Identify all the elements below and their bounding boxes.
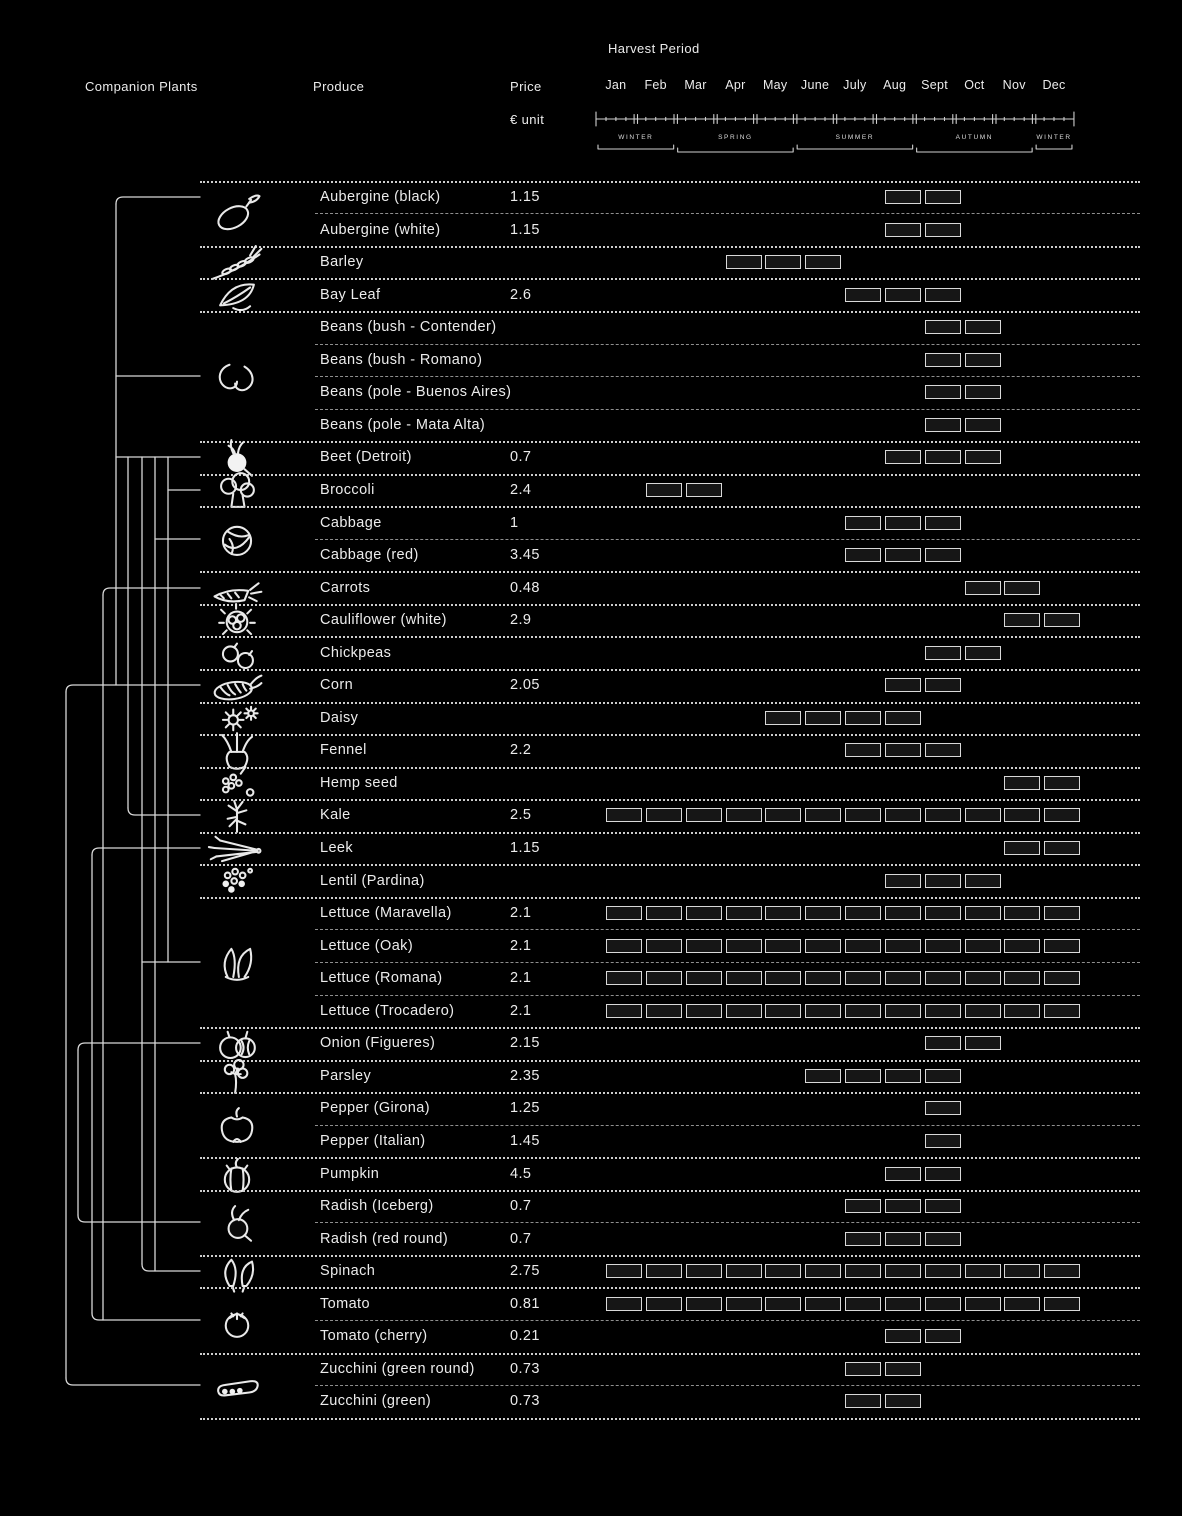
- harvest-bar-cell: [1004, 808, 1040, 822]
- harvest-bar-cell: [845, 1264, 881, 1278]
- harvest-bar-cell: [965, 385, 1001, 399]
- harvest-bar-cell: [965, 939, 1001, 953]
- harvest-bar-cell: [765, 971, 801, 985]
- harvest-bar-cell: [1004, 1004, 1040, 1018]
- harvest-bar-cell: [805, 1264, 841, 1278]
- produce-row: [0, 279, 1182, 311]
- produce-name: Aubergine (white): [320, 221, 441, 238]
- harvest-bar-cell: [885, 223, 921, 237]
- produce-price: 2.1: [510, 970, 532, 987]
- harvest-bar-cell: [845, 711, 881, 725]
- produce-price: 2.9: [510, 612, 532, 629]
- produce-name: Zucchini (green): [320, 1393, 432, 1410]
- produce-name: Onion (Figueres): [320, 1035, 436, 1052]
- harvest-bar-cell: [965, 1297, 1001, 1311]
- harvest-bar-cell: [726, 1297, 762, 1311]
- harvest-bar-cell: [805, 939, 841, 953]
- harvest-bar-cell: [965, 418, 1001, 432]
- produce-price: 1.25: [510, 1100, 540, 1117]
- harvest-bar-cell: [805, 906, 841, 920]
- season-label: SUMMER: [835, 134, 875, 141]
- produce-price: 0.48: [510, 579, 540, 596]
- harvest-bar-cell: [606, 1004, 642, 1018]
- group-separator: [200, 1418, 1140, 1420]
- harvest-bar-cell: [646, 1264, 682, 1278]
- produce-name: Lettuce (Romana): [320, 970, 443, 987]
- produce-price: 4.5: [510, 1165, 532, 1182]
- harvest-bar-cell: [765, 255, 801, 269]
- produce-price: 1.15: [510, 221, 540, 238]
- harvest-bar-cell: [726, 939, 762, 953]
- harvest-bar-cell: [606, 971, 642, 985]
- month-label: Nov: [1002, 78, 1026, 92]
- harvest-period-header: Harvest Period: [608, 41, 700, 56]
- harvest-bar-cell: [845, 516, 881, 530]
- harvest-bar-cell: [686, 483, 722, 497]
- cabbage-icon: [207, 516, 267, 562]
- produce-name: Beet (Detroit): [320, 449, 412, 466]
- harvest-bar-cell: [925, 320, 961, 334]
- harvest-bar-cell: [765, 808, 801, 822]
- season-label: SPRING: [718, 134, 753, 141]
- harvest-bar-cell: [845, 743, 881, 757]
- harvest-bar-cell: [1004, 613, 1040, 627]
- produce-price: 2.2: [510, 742, 532, 759]
- harvest-bar-cell: [885, 743, 921, 757]
- harvest-bar-cell: [885, 1264, 921, 1278]
- harvest-bar-cell: [845, 906, 881, 920]
- produce-row: [0, 246, 1182, 278]
- produce-name: Beans (pole - Mata Alta): [320, 416, 486, 433]
- harvest-bar-cell: [1044, 1297, 1080, 1311]
- harvest-bar-cell: [965, 874, 1001, 888]
- month-label: Mar: [684, 78, 707, 92]
- harvest-bar-cell: [1044, 939, 1080, 953]
- produce-price: 2.15: [510, 1035, 540, 1052]
- produce-price: 1.15: [510, 189, 540, 205]
- harvest-bar-cell: [1004, 1297, 1040, 1311]
- produce-price: 0.73: [510, 1393, 540, 1410]
- produce-price: 1.15: [510, 840, 540, 856]
- produce-row: [0, 702, 1182, 734]
- harvest-bar-cell: [885, 450, 921, 464]
- harvest-bar-cell: [765, 1297, 801, 1311]
- harvest-bar-cell: [686, 939, 722, 953]
- month-label: Sept: [921, 78, 948, 92]
- harvest-bar-cell: [1004, 776, 1040, 790]
- harvest-bar-cell: [885, 1232, 921, 1246]
- harvest-bar-cell: [925, 906, 961, 920]
- harvest-bar-cell: [885, 1394, 921, 1408]
- harvest-bar-cell: [885, 1069, 921, 1083]
- harvest-bar-cell: [606, 1297, 642, 1311]
- produce-row: [0, 734, 1182, 766]
- harvest-bar-cell: [845, 808, 881, 822]
- month-label: Dec: [1042, 78, 1066, 92]
- harvest-bar-cell: [885, 516, 921, 530]
- produce-name: Leek: [320, 840, 354, 856]
- produce-name: Carrots: [320, 579, 371, 596]
- harvest-bar-cell: [845, 1069, 881, 1083]
- produce-name: Beans (bush - Contender): [320, 319, 497, 336]
- harvest-bar-cell: [925, 548, 961, 562]
- harvest-bar-cell: [1044, 1004, 1080, 1018]
- harvest-bar-cell: [1004, 1264, 1040, 1278]
- produce-row: [0, 1027, 1182, 1059]
- harvest-bar-cell: [845, 1394, 881, 1408]
- month-label: May: [762, 78, 788, 92]
- harvest-bar-cell: [1004, 939, 1040, 953]
- harvest-bar-cell: [925, 1264, 961, 1278]
- produce-row: [0, 1158, 1182, 1190]
- month-label: Feb: [644, 78, 667, 92]
- harvest-bar-cell: [646, 1297, 682, 1311]
- harvest-bar-cell: [885, 288, 921, 302]
- produce-name: Chickpeas: [320, 644, 392, 661]
- harvest-bar-cell: [805, 255, 841, 269]
- harvest-bar-cell: [965, 808, 1001, 822]
- harvest-bar-cell: [925, 450, 961, 464]
- produce-row: [0, 376, 1182, 408]
- harvest-bar-cell: [845, 971, 881, 985]
- harvest-bar-cell: [965, 906, 1001, 920]
- harvest-bar-cell: [885, 1297, 921, 1311]
- harvest-bar-cell: [646, 939, 682, 953]
- produce-row: [0, 865, 1182, 897]
- harvest-bar-cell: [1044, 906, 1080, 920]
- price-unit-label: € unit: [510, 112, 545, 127]
- produce-name: Lettuce (Oak): [320, 937, 414, 954]
- harvest-bar-cell: [1044, 776, 1080, 790]
- harvest-bar-cell: [1004, 971, 1040, 985]
- harvest-bar-cell: [925, 223, 961, 237]
- produce-row: [0, 1060, 1182, 1092]
- harvest-bar-cell: [1044, 971, 1080, 985]
- month-label: Aug: [883, 78, 907, 92]
- harvest-bar-cell: [925, 1036, 961, 1050]
- season-label: WINTER: [1036, 134, 1072, 141]
- harvest-bar-cell: [925, 516, 961, 530]
- harvest-bar-cell: [925, 385, 961, 399]
- harvest-bar-cell: [925, 971, 961, 985]
- harvest-bar-cell: [885, 874, 921, 888]
- harvest-bar-cell: [965, 450, 1001, 464]
- produce-name: Lettuce (Maravella): [320, 905, 452, 922]
- produce-name: Cabbage (red): [320, 547, 419, 563]
- harvest-bar-cell: [686, 906, 722, 920]
- produce-price: 2.35: [510, 1067, 540, 1084]
- harvest-bar-cell: [1004, 906, 1040, 920]
- harvest-bar-cell: [925, 1069, 961, 1083]
- harvest-bar-cell: [765, 1004, 801, 1018]
- harvest-bar-cell: [606, 808, 642, 822]
- produce-price: 2.1: [510, 1002, 532, 1019]
- produce-price: 2.1: [510, 905, 532, 922]
- month-label: Oct: [964, 78, 985, 92]
- harvest-bar-cell: [606, 1264, 642, 1278]
- harvest-bar-cell: [1044, 1264, 1080, 1278]
- harvest-bar-cell: [845, 1004, 881, 1018]
- produce-name: Cabbage: [320, 514, 382, 531]
- harvest-bar-cell: [885, 1329, 921, 1343]
- harvest-bar-cell: [646, 906, 682, 920]
- produce-price: 2.5: [510, 807, 532, 824]
- harvest-bar-cell: [885, 808, 921, 822]
- produce-price: 0.21: [510, 1328, 540, 1345]
- harvest-bar-cell: [646, 483, 682, 497]
- produce-name: Hemp seed: [320, 774, 398, 791]
- harvest-bar-cell: [686, 808, 722, 822]
- produce-name: Tomato (cherry): [320, 1328, 428, 1345]
- produce-row: [0, 507, 1182, 539]
- harvest-bar-cell: [925, 1297, 961, 1311]
- harvest-bar-cell: [606, 939, 642, 953]
- price-header: Price: [510, 79, 542, 94]
- harvest-bar-cell: [965, 1004, 1001, 1018]
- harvest-bar-cell: [765, 1264, 801, 1278]
- harvest-bar-cell: [925, 1101, 961, 1115]
- produce-row: [0, 441, 1182, 473]
- produce-name: Zucchini (green round): [320, 1360, 475, 1377]
- season-label: WINTER: [618, 134, 654, 141]
- harvest-bar-cell: [1044, 841, 1080, 855]
- produce-name: Fennel: [320, 742, 367, 759]
- harvest-bar-cell: [965, 581, 1001, 595]
- harvest-bar-cell: [765, 906, 801, 920]
- produce-price: 0.7: [510, 1230, 532, 1247]
- produce-price: 0.7: [510, 449, 532, 466]
- harvest-bar-cell: [686, 971, 722, 985]
- harvest-bar-cell: [726, 906, 762, 920]
- produce-price: 2.1: [510, 937, 532, 954]
- produce-name: Cauliflower (white): [320, 612, 447, 629]
- harvest-bar-cell: [925, 1134, 961, 1148]
- produce-name: Radish (red round): [320, 1230, 449, 1247]
- harvest-bar-cell: [726, 1004, 762, 1018]
- harvest-bar-cell: [965, 1264, 1001, 1278]
- produce-row: [0, 669, 1182, 701]
- produce-price: 2.6: [510, 286, 532, 303]
- produce-name: Daisy: [320, 709, 359, 726]
- produce-price: 2.75: [510, 1263, 540, 1280]
- produce-price: 3.45: [510, 547, 540, 563]
- produce-row: [0, 1385, 1182, 1417]
- harvest-bar-cell: [925, 1004, 961, 1018]
- harvest-bar-cell: [885, 678, 921, 692]
- harvest-bar-cell: [1044, 808, 1080, 822]
- harvest-bar-cell: [925, 353, 961, 367]
- harvest-bar-cell: [686, 1004, 722, 1018]
- harvest-bar-cell: [1004, 841, 1040, 855]
- pepper-icon: [207, 1102, 267, 1148]
- harvest-bar-cell: [686, 1264, 722, 1278]
- harvest-bar-cell: [845, 288, 881, 302]
- produce-name: Barley: [320, 254, 364, 271]
- harvest-bar-cell: [925, 874, 961, 888]
- produce-row: [0, 311, 1182, 343]
- produce-row: [0, 1092, 1182, 1124]
- harvest-bar-cell: [925, 1199, 961, 1213]
- harvest-bar-cell: [845, 548, 881, 562]
- harvest-bar-cell: [726, 808, 762, 822]
- harvest-bar-cell: [925, 1167, 961, 1181]
- produce-name: Kale: [320, 807, 351, 824]
- produce-name: Pepper (Italian): [320, 1132, 426, 1149]
- produce-name: Pumpkin: [320, 1165, 380, 1182]
- produce-row: [0, 344, 1182, 376]
- produce-price: 0.7: [510, 1198, 532, 1214]
- harvest-bar-cell: [885, 190, 921, 204]
- harvest-bar-cell: [925, 1329, 961, 1343]
- produce-row: [0, 474, 1182, 506]
- produce-name: Lettuce (Trocadero): [320, 1002, 455, 1019]
- produce-row: [0, 181, 1182, 213]
- harvest-bar-cell: [845, 939, 881, 953]
- harvest-bar-cell: [765, 711, 801, 725]
- harvest-bar-cell: [925, 288, 961, 302]
- harvest-bar-cell: [885, 1362, 921, 1376]
- harvest-bar-cell: [925, 939, 961, 953]
- produce-price: 1: [510, 514, 519, 531]
- produce-name: Beans (bush - Romano): [320, 351, 483, 368]
- produce-name: Bay Leaf: [320, 286, 381, 303]
- produce-price: 2.05: [510, 677, 540, 694]
- harvest-bar-cell: [845, 1362, 881, 1376]
- season-label: AUTUMN: [955, 134, 994, 141]
- produce-price: 0.81: [510, 1295, 540, 1312]
- produce-row: [0, 637, 1182, 669]
- harvest-bar-cell: [885, 1004, 921, 1018]
- harvest-bar-cell: [845, 1199, 881, 1213]
- harvest-bar-cell: [965, 320, 1001, 334]
- harvest-bar-cell: [606, 906, 642, 920]
- produce-name: Parsley: [320, 1067, 372, 1084]
- harvest-bar-cell: [965, 353, 1001, 367]
- produce-row: [0, 1125, 1182, 1157]
- produce-row: [0, 1223, 1182, 1255]
- harvest-bar-cell: [805, 808, 841, 822]
- produce-row: [0, 1190, 1182, 1222]
- beans-icon: [207, 353, 267, 399]
- harvest-bar-cell: [925, 418, 961, 432]
- produce-name: Aubergine (black): [320, 189, 441, 205]
- month-label: June: [800, 78, 830, 92]
- produce-row: [0, 214, 1182, 246]
- produce-price: 2.4: [510, 481, 532, 498]
- harvest-bar-cell: [805, 711, 841, 725]
- month-label: July: [843, 78, 867, 92]
- harvest-bar-cell: [925, 743, 961, 757]
- produce-row: [0, 1353, 1182, 1385]
- harvest-bar-cell: [726, 971, 762, 985]
- harvest-bar-cell: [925, 190, 961, 204]
- harvest-bar-cell: [885, 971, 921, 985]
- harvest-bar-cell: [885, 548, 921, 562]
- produce-header: Produce: [313, 79, 365, 94]
- produce-price: 1.45: [510, 1132, 540, 1149]
- harvest-bar-cell: [885, 906, 921, 920]
- produce-row: [0, 409, 1182, 441]
- harvest-bar-cell: [726, 1264, 762, 1278]
- harvest-bar-cell: [805, 971, 841, 985]
- produce-name: Radish (Iceberg): [320, 1198, 434, 1214]
- produce-row: [0, 539, 1182, 571]
- zucchini-icon: [207, 1362, 267, 1408]
- month-label: Apr: [725, 78, 746, 92]
- harvest-bar-cell: [845, 1232, 881, 1246]
- produce-name: Spinach: [320, 1263, 376, 1280]
- produce-name: Broccoli: [320, 481, 375, 498]
- harvest-bar-cell: [925, 808, 961, 822]
- harvest-bar-cell: [805, 1004, 841, 1018]
- harvest-bar-cell: [1004, 581, 1040, 595]
- harvest-bar-cell: [965, 971, 1001, 985]
- harvest-bar-cell: [885, 939, 921, 953]
- harvest-bar-cell: [925, 646, 961, 660]
- harvest-bar-cell: [805, 1069, 841, 1083]
- month-label: Jan: [605, 78, 627, 92]
- harvest-bar-cell: [686, 1297, 722, 1311]
- radish-icon: [207, 1199, 267, 1245]
- produce-name: Lentil (Pardina): [320, 872, 425, 889]
- harvest-bar-cell: [765, 939, 801, 953]
- produce-price: 0.73: [510, 1360, 540, 1377]
- produce-row: [0, 1320, 1182, 1352]
- produce-name: Corn: [320, 677, 354, 694]
- companion-plants-header: Companion Plants: [85, 79, 198, 94]
- produce-name: Beans (pole - Buenos Aires): [320, 384, 512, 401]
- harvest-bar-cell: [726, 255, 762, 269]
- produce-name: Tomato: [320, 1295, 370, 1312]
- aubergine-icon: [207, 190, 267, 236]
- harvest-bar-cell: [845, 1297, 881, 1311]
- harvest-bar-cell: [1044, 613, 1080, 627]
- harvest-bar-cell: [885, 1167, 921, 1181]
- harvest-bar-cell: [646, 1004, 682, 1018]
- harvest-bar-cell: [965, 646, 1001, 660]
- lettuce-icon: [207, 939, 267, 985]
- harvest-bar-cell: [646, 808, 682, 822]
- harvest-bar-cell: [925, 678, 961, 692]
- harvest-bar-cell: [965, 1036, 1001, 1050]
- harvest-bar-cell: [646, 971, 682, 985]
- produce-name: Pepper (Girona): [320, 1100, 430, 1117]
- tomato-icon: [207, 1297, 267, 1343]
- harvest-bar-cell: [805, 1297, 841, 1311]
- harvest-bar-cell: [885, 711, 921, 725]
- harvest-bar-cell: [885, 1199, 921, 1213]
- harvest-bar-cell: [925, 1232, 961, 1246]
